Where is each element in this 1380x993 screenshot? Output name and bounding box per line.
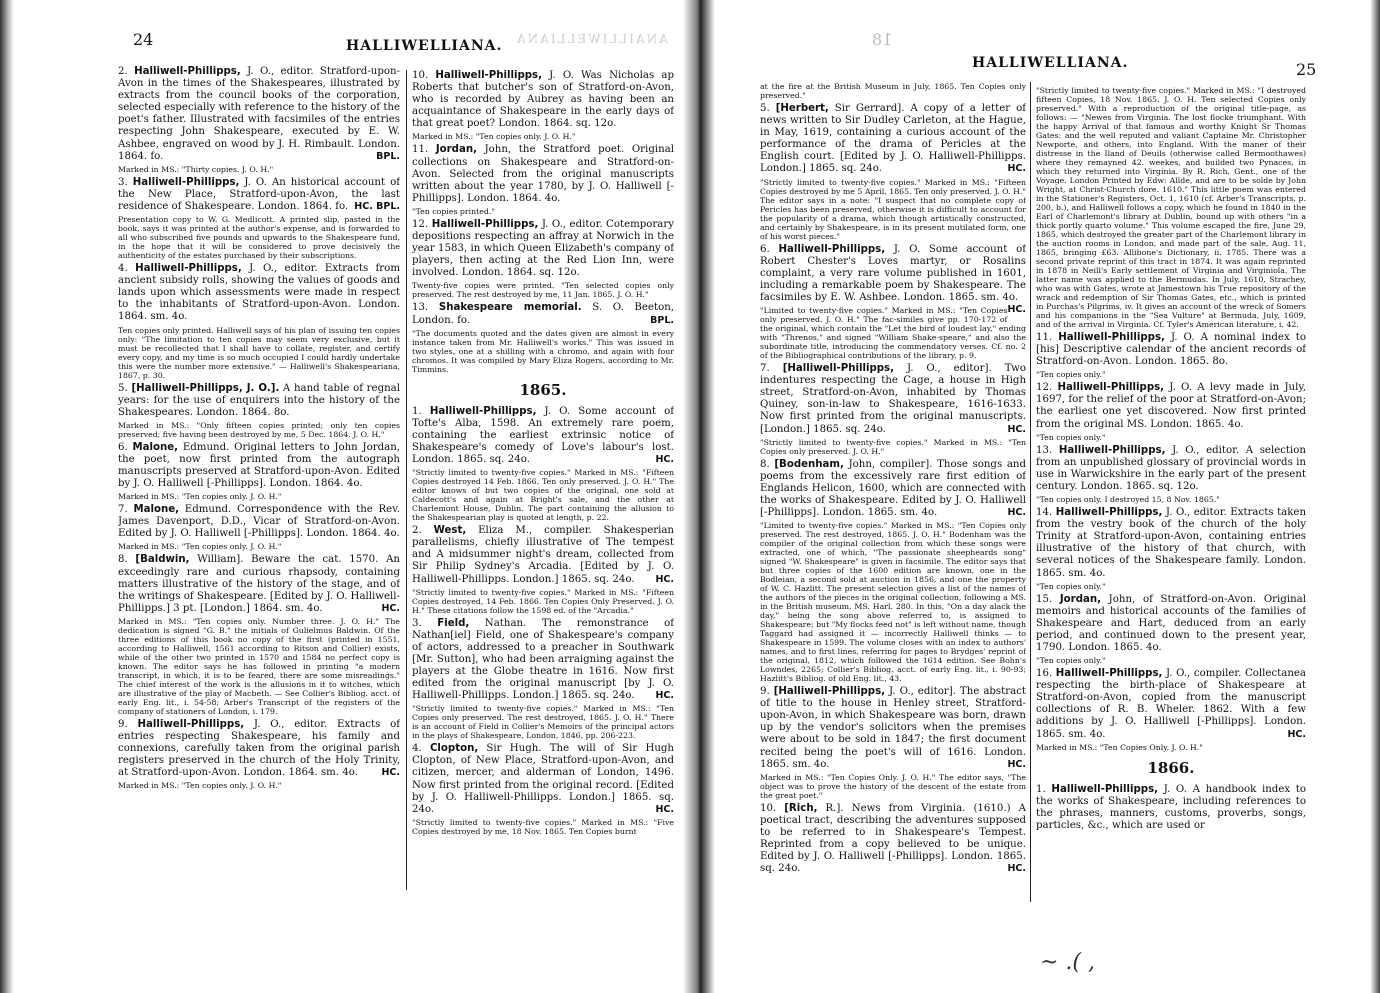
entry-note: Marked in MS.: "Ten Copies Only. J. O. H." The editor says, "The object was to prove the history of the descent of the estate from the great poet.": [760, 772, 1026, 800]
page-edge-right: [1370, 0, 1380, 993]
entry-text: J. O., editor. A selection from an unpublished glossary of provincial words in use in Warwickshire in the early part of the present century. London. 1865. sq. 12o.: [1036, 444, 1306, 492]
entry-note: Ten copies only printed. Halliwell says of his plan of issuing ten copies only: "The limitation to ten copies may seem very exclusive, but it must be recollected that I shall have to collate, register, and certify every copy, and my time is so much occupied I could hardly undertake this were the number more extensive." — Halliwell's Shakespeariana, 1867, p. 30.: [118, 325, 400, 380]
entry-text: William]. Beware the cat. 1570. An exceedingly rare and curious rhapsody, containing matters illustrative of the history of the stage, and of the writings of Shakespeare. [Edited by J. O. Halliwell-Phillipps.] 3 pt. [London.] 1864. sm. 4o.: [118, 554, 400, 614]
entry-number: 11.: [1036, 332, 1053, 343]
entry-author: Jordan,: [435, 144, 477, 156]
entry-number: 7.: [760, 363, 770, 375]
bibliography-entry: [760, 243, 1026, 316]
entry-number: 4.: [118, 263, 128, 275]
entry-author: West,: [433, 525, 467, 537]
entry-number: 13.: [1036, 444, 1053, 456]
entry-author: Halliwell-Phillipps,: [1055, 668, 1163, 680]
entry-text: J. O., editor. Extracts taken from the vestry book of the church of the holy Trinity at Stratford-upon-Avon, containing entries illustrative of the history of that church, with several notices of the Shakespeare family. London. 1865. sm. 4o.: [1036, 507, 1306, 579]
entry-text: J. O. Some account of Tofte's Alba, 1598. An extremely rare poem, containing the earliest extrinsic notice of Shakespeare's comedy of Love's labour's lost. London. 1865. sq. 24o.: [412, 405, 674, 466]
entry-author: Halliwell-Phillipps,: [429, 405, 537, 417]
entry-text: Edmund. Correspondence with the Rev. James Davenport, D.D., Vicar of Stratford-on-Avon. Edited by J. O. Halliwell [-Phillipps]. London. 1864. 4o.: [118, 504, 400, 540]
entry-text: J. O. A handbook index to the works of Shakespeare, including references to the phrases, manners, customs, proverbs, songs, particles, &c., which are used or: [1036, 783, 1306, 831]
bibliography-entry: [118, 554, 400, 614]
entry-author: Malone,: [133, 504, 180, 516]
entry-note: Presentation copy to W. G. Medlicott. A printed slip, pasted in the book, says it was printed at the author's expense, and is forwarded to all who subscribed five pounds and upwards to the Shakespeare fund, in the hope that it will be considered to prove decisively the authenticity of the estates purchased by their subscriptions.: [118, 215, 400, 261]
continued-note: "Strictly limited to twenty-five copies." Marked in MS.: "I destroyed fifteen Copies, 18 Nov. 1865. J. O. H. Ten selected Copies only preserved." With a reproduction of the original title-page, as follows: — "Newes from Virginia. The lost flocke triumphant. With the happy Arrival of that famous and worthy Knight Sr Thomas Gates: and the well reputed and valiant Captaine Mr. Christopher Newporte, and others, into England. With the maner of their distresse in the Iland of Deuils (otherwise called Bermoothawes) where they remayned 42. weekes, and builded two Pynaces, in which they returned into Virginia. By R. Rich, Gent., one of the Voyage. London Printed by Edw: Allde, and are to be solde by John Wright, at Christ-Church dore. 1610." This little poem was entered in the Stationer's Registers, Oct. 1, 1610 (cf. Arber's Transcripts, p. 200, b.), and Halliwell follows a copy, which he found in 1840 in the Earl of Charlemont's library at Dublin, bound up with others "in a thick portly quarto volume." This volume escaped the fire, June 29, 1865, which destroyed the greater part of the Charlemont library in the auction rooms in London, and made part of the sale, Aug. 11, 1865, bringing £63. Allibone's Dictionary, ii. 1785. There was a second private reprint of this tract in 1874. It was again reprinted in 1878 in Neill's Early settlement of Virginia and Virginiola. The latter name was applied to the Bermudas. In July, 1610, Strachey, who was with Gates, wrote at Jamestown his True repository of the wrack and redemption of Sir Thomas Gates, etc., which is printed in Purchas's Pilgrims, iv. It gives an account of the wreck of Somers and his companions in the "Sea Vulture" at Bermuda, July, 1609, and of the arrival in Virginia. Cf. Tyler's American literature, i. 42.: [1036, 86, 1306, 329]
entry-number: 5.: [760, 103, 770, 114]
entry-author: Halliwell-Phillipps,: [137, 718, 245, 730]
entry-note: "Ten copies only.": [1036, 581, 1106, 591]
entry-number: 13.: [412, 302, 429, 314]
entry-note: Marked in MS.: "Ten copies only. J. O. H.": [118, 542, 282, 552]
entry-author: Halliwell-Phillipps,: [1058, 332, 1165, 343]
entry-number: 14.: [1036, 507, 1053, 519]
entry-author: Halliwell-Phillipps,: [431, 218, 539, 230]
entry-text: John, of Stratford-on-Avon. Original memoirs and historical accounts of the families of Shakespeare and Hart, deduced from an early period, and continued down to the present year, 1790. London. 1865. 4o.: [1036, 593, 1306, 653]
entry-number: 6.: [118, 441, 128, 453]
entry-note: "Ten copies only.": [1036, 656, 1106, 666]
entry-note: "Strictly limited to twenty-five copies." Marked in MS.: "Five Copies destroyed by me, 18 Nov. 1865. Ten Copies burnt: [412, 817, 674, 836]
bibliography-entry: [1036, 332, 1306, 368]
entry-note: Marked in MS.: "Ten copies only. Number three. J. O. H." The dedication is signed "G. B." the initials of Gulielmus Baldwin. Of the three editions of this book no copy of the first (printed in 1551, according to Halliwell, 1561 according to Ritson and Collier) exists, while of the other two printed in 1570 and 1584 no perfect copy is known. The editor says he has followed in printing "a modern transcript, in which, it is to be feared, there are some misreadings." The chief interest of the work is the allusions in it to witches, which are illustrative of the play of Macbeth. — See Collier's Bibliog. acct. of early Eng. lit., i. 54-58; Arber's Transcript of the registers of the company of stationers of London, i. 179.: [118, 616, 400, 716]
entry-author: [Herbert,: [775, 103, 829, 114]
library-code: HC.: [381, 602, 400, 614]
entry-note: "Ten copies only. I destroyed 15, 8 Nov. 1865.": [1036, 495, 1220, 505]
entry-number: 8.: [760, 458, 770, 470]
entry-number: 2.: [412, 525, 422, 537]
entry-author: Halliwell-Phillipps,: [1055, 507, 1163, 519]
entry-number: 7.: [118, 504, 128, 516]
bibliography-entry: [760, 459, 1026, 519]
entry-number: 3.: [118, 176, 128, 188]
entry-note: "Strictly limited to twenty-five copies." Marked in MS.: "Fifteen Copies destroyed by me 5 April, 1865. Ten only preserved. J. O. H." The editor says in a note: "I suspect that no complete copy of Pericles has been preserved, otherwise it is difficult to account for the popularity of a drama, which though artistically constructed, and certainly by Shakespeare, is in its present mutilated form, one of his worst pieces.": [760, 177, 1026, 241]
library-code: HC.: [381, 767, 400, 779]
bibliography-entry: [118, 66, 400, 163]
entry-author: [Bodenham,: [774, 458, 844, 470]
entry-number: 1.: [412, 405, 422, 417]
entry-text: S. O. Beeton, London. fo.: [412, 302, 674, 326]
entry-number: 4.: [412, 743, 422, 755]
entry-text: Eliza M., compiler. Shakesperian parallelisms, chiefly illustrative of The tempest and A midsummer night's dream, collected from Sir Philip Sydney's Arcadia. [Edited by J. O. Halliwell-Phillipps. London.] 1865. sq. 24o.: [412, 525, 674, 585]
entry-author: Halliwell-Phillipps,: [435, 70, 542, 81]
entry-number: 3.: [412, 617, 422, 629]
entry-author: [Halliwell-Phillipps,: [782, 363, 894, 375]
entry-author: Jordan,: [1059, 593, 1101, 605]
entry-note: "Limited to twenty-five copies." Marked in MS.: "Ten Copies only preserved. J. O. H." The fac-similes give pp. 170-172 of the original, which contain the "Let the bird of loudest lay," ending with "Threnos," and signed "William Shake-speare," and also the subordinate title, introducing the commendatory verses. Cf. no. 2 of the Bibliographical contributions of the library, p. 9.: [760, 306, 1026, 361]
bibliography-entry: [1036, 784, 1306, 832]
year-heading-1865: 1865.: [519, 380, 567, 399]
running-header-right: HALLIWELLIANA.: [972, 55, 1129, 71]
library-code: HC.: [655, 454, 674, 466]
entry-text: J. O., editor. Extracts from ancient subsidy rolls, showing the values of goods and lands upon which assessments were made in respect to the inhabitants of Stratford-upon-Avon. London. 1864. sm. 4o.: [118, 263, 400, 323]
entry-author: [Baldwin,: [135, 554, 190, 566]
entry-note: "Strictly limited to twenty-five copies." Marked in MS.: "Ten Copies only preserved. J. O. H.": [760, 437, 1026, 456]
entry-note: "Strictly limited to twenty-five copies." Marked in MS.: "Fifteen Copies destroyed, 14 Feb. 1866. Ten Copies Only Preserved. J. O. H." These citations follow the 1598 ed. of the "Arcadia.": [412, 587, 674, 615]
entry-note: Twenty-five copies were printed. "Ten selected copies only preserved. The rest destroyed by me, 11 Jan. 1865. J. O. H.": [412, 281, 674, 300]
entry-author: Halliwell-Phillipps,: [132, 176, 240, 188]
entry-author: Shakespeare memorial.: [438, 302, 582, 314]
page-number-right: 25: [1296, 60, 1317, 79]
entry-author: Halliwell-Phillipps,: [1058, 444, 1166, 456]
column-rule-left: [406, 70, 407, 890]
entry-number: 12.: [1036, 382, 1053, 394]
page-number-left: 24: [133, 30, 154, 49]
entry-number: 9.: [760, 686, 770, 698]
entry-number: 5.: [118, 382, 128, 394]
entry-text: R.]. News from Virginia. (1610.) A poetical tract, describing the adventures supposed to be referred to in Shakespeare's Tempest. Reprinted from a copy believed to be unique. Edited by J. O. Halliwell [-Phillipps]. London. 1865. sq. 24o.: [760, 802, 1026, 875]
library-code: HC.: [1007, 423, 1026, 435]
library-code: HC.: [1007, 163, 1026, 175]
bibliography-entry: [412, 70, 674, 130]
bibliography-entry: [1036, 507, 1306, 580]
entry-note: "Limited to twenty-five copies." Marked in MS.: "Ten Copies only preserved. The rest destroyed, 1865. J. O. H." Bodenham was the compiler of the original collection from which these songs were extracted, one of which, "The passionate sheepheards song" signed "W. Shakespeare" is given in facsimile. The editor says that but three copies of the 1600 edition are known, one in the Bodleian, a second sold at auction in 1856, and one the property of W. C. Hazlitt. The present selection gives a list of the names of the authors of the pieces in the original collection, following a MS. in the British museum, MS. Harl. 280. In this, "On a day alack the day," being the song above referred to, is assigned to Shakespeare; but "My flocks feed not" is left without name, though Taggard had assigned it — incorrectly Halliwell thinks — to Shakespeare in 1599. The volume closes with an index to authors' names, and to first lines, referring for pages to Brydges' reprint of the original, 1812, which followed the 1614 edition. See Bohn's Lowndes, 2265; Collier's Bibliog. acct. of early Eng. lit., i. 90-93; Hazlitt's Bibliog. of old Eng. lit., 43.: [760, 521, 1026, 684]
entry-text: John, compiler]. Those songs and poems from the excessively rare first edition of Englands Helicon, 1600, which are connected with the works of Shakespeare. Edited by J. O. Halliwell [-Phillipps]. London. 1865. sm. 4o.: [760, 458, 1026, 518]
bibliography-entry: [1036, 594, 1306, 654]
entry-number: 6.: [760, 243, 770, 255]
entry-text: J. O. Some account of Robert Chester's Loves martyr, or Rosalins complaint, a very rare volume published in 1601, including a remarkable poem by Shakespeare. The facsimiles by E. W. Ashbee. London. 1865. sm. 4o.: [760, 243, 1026, 303]
library-code: HC.: [1007, 304, 1026, 316]
entry-author: Clopton,: [429, 743, 479, 755]
entry-text: J. O., editor]. Two indentures respecting the Cage, a house in High street, Stratford-on-Avon, inhabited by Thomas Quiney, son-in-law to Shakespeare, 1616-1633. Now first printed from the original manuscripts. [London.] 1865. sq. 24o.: [760, 363, 1026, 435]
library-code: BPL.: [376, 150, 400, 162]
entry-text: Nathan. The remonstrance of Nathan[iel] Field, one of Shakespeare's company of actors, addressed to a preacher in Southwark [Mr. Sutton], who had been arraigning against the players at the Globe theatre in 1616. Now first edited from the original manuscript [by J. O. Halliwell-Phillipps. London.] 1865. sq. 24o.: [412, 617, 674, 702]
bibliography-entry: [412, 406, 674, 466]
bibliography-entry: [1036, 382, 1306, 430]
bibliography-entry: [1036, 445, 1306, 493]
bibliography-entry: [118, 442, 400, 490]
right-column-2: [1036, 86, 1306, 918]
library-code: HC.: [1007, 758, 1026, 770]
handwritten-mark: ~ .( ,: [1040, 950, 1095, 975]
bibliography-entry: [118, 263, 400, 323]
entry-author: Halliwell-Phillipps,: [1057, 382, 1165, 394]
bibliography-entry: [760, 363, 1026, 436]
entry-note: "The documents quoted and the dates given are almost in every instance taken from Mr. Halliwell's works." This was issued in two styles, one at a shilling with a chromo, and again with four chromos. It was compiled by Mary Eliza Rogers, according to Mr. Timmins.: [412, 328, 674, 374]
entry-number: 16.: [1036, 668, 1053, 680]
entry-author: Halliwell-Phillipps,: [1051, 783, 1159, 795]
left-column-1: [118, 66, 400, 898]
entry-number: 2.: [118, 66, 128, 77]
entry-author: [Rich,: [784, 802, 818, 814]
year-heading-1866: 1866.: [1147, 758, 1195, 777]
entry-note: "Ten copies only.": [1036, 432, 1106, 442]
entry-text: J. O., compiler. Collectanea respecting the birth-place of Shakespeare at Stratford-on-Avon, copied from the manuscript collections of R. B. Wheler. 1862. With a few additions by J. O. Halliwell [-Phillipps]. London. 1865. sm. 4o.: [1036, 668, 1306, 740]
continued-note: at the fire at the British Museum in July, 1865. Ten Copies only preserved.": [760, 82, 1026, 100]
bibliography-entry: [760, 103, 1026, 176]
entry-number: 15.: [1036, 593, 1053, 605]
entry-text: J. O. Was Nicholas ap Roberts that butcher's son of Stratford-on-Avon, who is recorded by Aubrey as having been an acquaintance of Shakespeare in the early days of that great poet? London. 1864. sq. 12o.: [412, 70, 674, 130]
entry-author: Halliwell-Phillipps,: [134, 66, 241, 77]
entry-number: 1.: [1036, 783, 1046, 795]
entry-text: J. O., editor]. The abstract of title to the house in Henley street, Stratford-upon-Avon, in which Shakespeare was born, drawn up by the vendor's solicitors when the premises were about to be sold in 1847; the first document recited being the poet's will of 1616. London. 1865. sm. 4o.: [760, 686, 1026, 770]
entry-note: Marked in MS.: "Ten copies only. J. O. H.": [118, 781, 282, 791]
entry-number: 8.: [118, 554, 128, 566]
library-code: HC. BPL.: [354, 200, 400, 212]
entry-text: J. O. A nominal index to [his] Descriptive calendar of the ancient records of Stratford-on-Avon. London. 1865. 8o.: [1036, 332, 1306, 368]
bibliography-entry: [118, 504, 400, 540]
entry-author: [Halliwell-Phillipps,: [773, 686, 886, 698]
entry-author: Halliwell-Phillipps,: [135, 263, 242, 275]
entry-number: 9.: [118, 718, 128, 730]
entry-text: Sir Gerrard]. A copy of a letter of news written to Sir Dudley Carleton, at the Hague, in May, 1619, containing a curious account of the performance of the drama of Pericles at the English court. [Edited by J. O. Halliwell-Phillipps. London.] 1865. sq. 24o.: [760, 103, 1026, 175]
entry-number: 11.: [412, 144, 429, 156]
bibliography-entry: [118, 177, 400, 213]
entry-text: A hand table of regnal years: for the use of enquirers into the history of the Shakespeares. London. 1864. 8o.: [118, 382, 400, 418]
column-rule-right: [1030, 82, 1031, 902]
entry-text: Sir Hugh. The will of Sir Hugh Clopton, of New Place, Stratford-upon-Avon, and citizen, mercer, and alderman of London, 1496. Now first printed from the original record. [Edited by J. O. Halliwell-Phillipps. London.] 1865. sq. 24o.: [412, 743, 674, 815]
library-code: HC.: [1007, 863, 1026, 875]
entry-note: "Ten copies printed.": [412, 206, 495, 216]
entry-number: 12.: [412, 218, 429, 230]
entry-number: 10.: [412, 70, 429, 81]
entry-text: J. O., editor. Stratford-upon-Avon in the times of the Shakespeares, illustrated by extracts from the council books of the corporation, selected especially with reference to the history of the poet's father. Illustrated with facsimiles of the entries respecting John Shakespeare, executed by E. W. Ashbee, engraved on wood by J. H. Rimbault. London. 1864. fo.: [118, 66, 400, 162]
page-edge-left: [0, 0, 14, 993]
running-header-left: HALLIWELLIANA.: [346, 38, 503, 54]
bibliography-entry: [412, 219, 674, 279]
entry-note: Marked in MS.: "Only fifteen copies printed; only ten copies preserved; five having been destroyed by me, 5 Dec. 1864. J. O. H.": [118, 420, 400, 439]
entry-text: J. O., editor. Cotemporary depositions respecting an affray at Norwich in the year 1583, in which Queen Elizabeth's company of players, then acting at the Red Lion Inn, were involved. London. 1864. sq. 12o.: [412, 218, 674, 279]
library-code: BPL.: [650, 314, 674, 326]
bibliography-entry: [412, 525, 674, 585]
entry-author: Field,: [437, 617, 470, 629]
entry-note: "Strictly limited to twenty-five copies." Marked in MS.: "Ten Copies only preserved. The rest destroyed, 1865. J. O. H." There is an account of Field in Collier's Memoirs of the principal actors in the plays of Shakespeare, London, 1846, pp. 206-223.: [412, 704, 674, 741]
bibliography-entry: [118, 719, 400, 779]
library-code: HC.: [655, 573, 674, 585]
bibliography-entry: [412, 618, 674, 703]
entry-text: J. O. A levy made in July, 1697, for the relief of the poor at Stratford-on-Avon; the earliest one yet discovered. Now first printed from the original MS. London. 1865. 4o.: [1036, 382, 1306, 430]
entry-note: Marked in MS.: "Ten copies only. J. O. H.": [412, 132, 576, 142]
entry-note: Marked in MS.: "Ten Copies Only. J. O. H.": [1036, 742, 1203, 752]
library-code: HC.: [1007, 506, 1026, 518]
bibliography-entry: [1036, 668, 1306, 741]
library-code: HC.: [1287, 728, 1306, 740]
entry-text: J. O., editor. Extracts of entries respecting Shakespeare, his family and connexions, carefully taken from the original parish registers preserved in the church of the Holy Trinity, at Stratford-upon-Avon. London. 1864. sm. 4o.: [118, 718, 400, 779]
entry-note: Marked in MS.: "Thirty copies. J. O. H.": [118, 164, 274, 174]
bibliography-entry: [118, 383, 400, 419]
bibliography-entry: [760, 686, 1026, 771]
bibliography-entry: [412, 144, 674, 204]
entry-text: Edmund. Original letters to John Jordan, the poet, now first printed from the autograph manuscripts preserved at Stratford-upon-Avon. Edited by J. O. Halliwell [-Phillipps]. London. 1864. 4o.: [118, 441, 400, 490]
entry-text: J. O. An historical account of the New Place, Stratford-upon-Avon, the last residence of Shakespeare. London. 1864. fo.: [118, 176, 400, 212]
entry-note: Marked in MS.: "Ten copies only. J. O. H.": [118, 492, 282, 502]
library-code: HC.: [655, 690, 674, 702]
entry-author: Halliwell-Phillipps,: [778, 243, 886, 255]
entry-author: Malone,: [132, 441, 179, 453]
entry-text: John, the Stratford poet. Original collections on Shakespeare and Stratford-on-Avon. Selected from the original manuscripts written about the year 1780, by J. O. Halliwell [-Phillipps]. London. 1864. 4o.: [412, 144, 674, 204]
right-column-1: [760, 82, 1026, 914]
book-gutter: [683, 0, 715, 993]
bleed-through-text: ANAILLIWELLIANA: [515, 32, 668, 46]
entry-note: "Ten copies only.": [1036, 370, 1106, 380]
bibliography-entry: [760, 803, 1026, 876]
entry-number: 10.: [760, 802, 777, 814]
entry-author: [Halliwell-Phillipps, J. O.].: [131, 382, 280, 394]
entry-note: "Strictly limited to twenty-five copies." Marked in MS.: "Fifteen Copies destroyed 14 Feb. 1866. Ten only preserved. J. O. H." The editor knows of but two copies of the original, one sold at Caldecott's and again at Bright's sale, and the other at Charlemont House, Dublin. The part containing the allusion to the Shakespearian play is quoted at length, p. 22.: [412, 468, 674, 523]
left-column-2: [412, 70, 674, 902]
bibliography-entry: [412, 302, 674, 326]
library-code: HC.: [655, 803, 674, 815]
bibliography-entry: [412, 743, 674, 816]
bleed-through-number: 18: [872, 30, 893, 49]
